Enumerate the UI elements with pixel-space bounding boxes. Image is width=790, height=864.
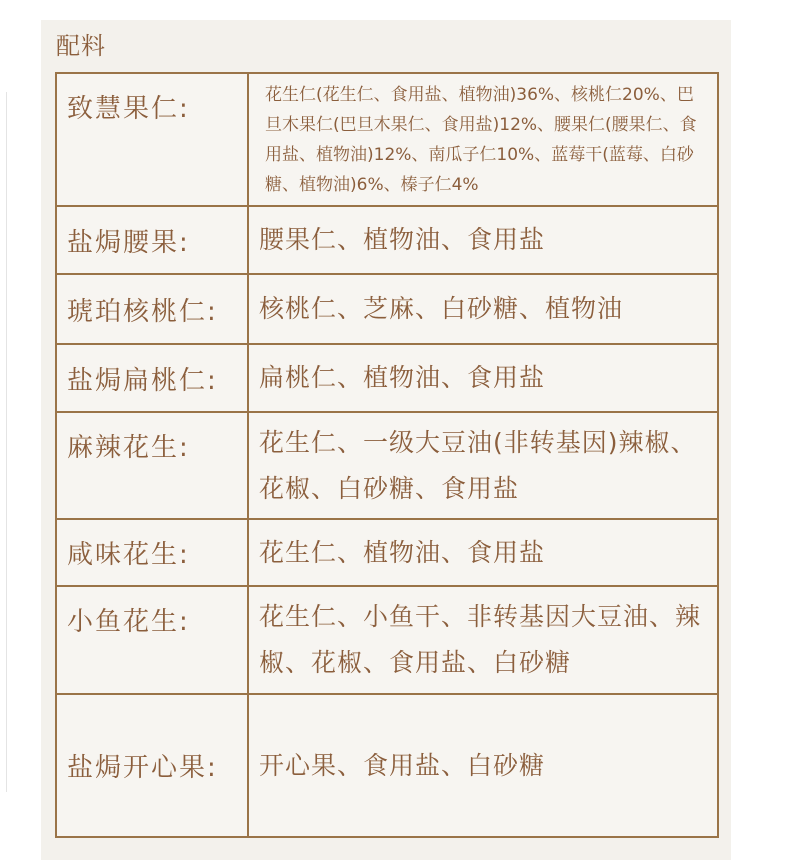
ingredient-text: 花生仁、小鱼干、非转基因大豆油、辣椒、花椒、食用盐、白砂糖 bbox=[259, 602, 702, 677]
ingredient-list: 花生仁、植物油、食用盐 bbox=[248, 519, 718, 586]
ingredients-table bbox=[55, 72, 719, 838]
ingredient-list: 核桃仁、芝麻、白砂糖、植物油 bbox=[248, 274, 718, 344]
product-name: 盐焗扁桃仁: bbox=[56, 344, 248, 412]
table-row bbox=[56, 344, 718, 412]
table-row bbox=[56, 519, 718, 586]
page-edge-line bbox=[6, 92, 7, 792]
page-title: 配料 bbox=[56, 32, 106, 60]
product-name: 致慧果仁: bbox=[56, 73, 248, 206]
ingredient-list: 扁桃仁、植物油、食用盐 bbox=[248, 344, 718, 412]
table-row bbox=[56, 274, 718, 344]
ingredient-list bbox=[248, 586, 718, 694]
ingredient-list: 腰果仁、植物油、食用盐 bbox=[248, 206, 718, 274]
ingredient-list bbox=[248, 73, 718, 206]
ingredient-text: 花生仁、一级大豆油(非转基因)辣椒、花椒、白砂糖、食用盐 bbox=[259, 427, 697, 503]
table-row bbox=[56, 586, 718, 694]
ingredient-list bbox=[248, 412, 718, 519]
table-row bbox=[56, 73, 718, 206]
product-name: 麻辣花生: bbox=[56, 412, 248, 519]
product-name: 盐焗腰果: bbox=[56, 206, 248, 274]
product-name: 琥珀核桃仁: bbox=[56, 274, 248, 344]
product-name: 盐焗开心果: bbox=[56, 694, 248, 837]
table-row bbox=[56, 206, 718, 274]
table-row bbox=[56, 412, 718, 519]
ingredient-list: 开心果、食用盐、白砂糖 bbox=[248, 694, 718, 837]
ingredient-text: 花生仁(花生仁、食用盐、植物油)36%、核桃仁20%、巴旦木果仁(巴旦木果仁、食用盐)12%、腰果仁(腰果仁、食用盐、植物油)12%、南瓜子仁10%、蓝莓干(蓝莓、白砂糖、植物油)6%、榛子仁4% bbox=[265, 84, 697, 195]
product-name: 小鱼花生: bbox=[56, 586, 248, 694]
table-row bbox=[56, 694, 718, 837]
product-name: 咸味花生: bbox=[56, 519, 248, 586]
